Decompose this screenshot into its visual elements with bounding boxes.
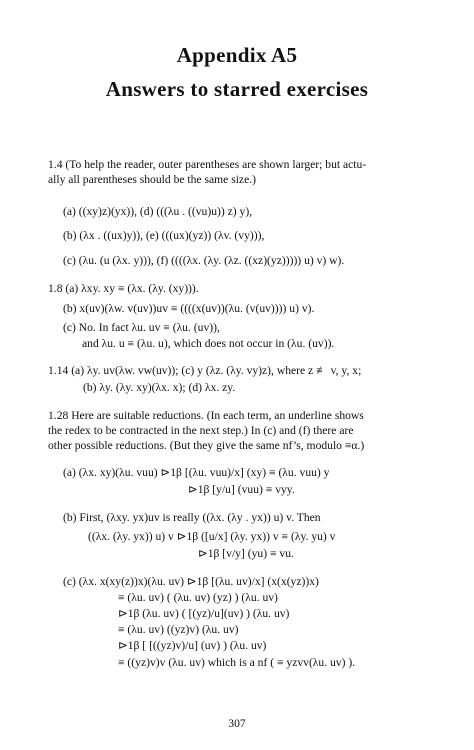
- ex-1-28-b-line3: ⊳1β [v/y] (yu) ≡ vu.: [198, 547, 294, 560]
- ex-1-28-c-line5: ⊳1β [ [((yz)v)/u] (uv) ) (λu. uv): [118, 639, 267, 652]
- ex-1-28-c-line2: ≡ (λu. uv) ( (λu. uv) (yz) ) (λu. uv): [118, 591, 278, 604]
- ex-1-28-c-line1: (c) (λx. x(xy(z))x)(λu. uv) ⊳1β [(λu. uv)/x] (x(x(yz))x): [63, 575, 319, 588]
- ex-1-28-intro-cont2: other possible reductions. (But they give the same nf’s, modulo ≡α.): [48, 439, 365, 452]
- ex-1-28-c-line3: ⊳1β (λu. uv) ( [(yz)/u](uv) ) (λu. uv): [118, 607, 290, 620]
- appendix-title: Appendix A5: [176, 43, 298, 67]
- ex-1-14-bd: (b) λy. (λy. xy)(λx. x); (d) λx. zy.: [83, 381, 236, 394]
- ex-1-14-ac: 1.14 (a) λy. uv(λw. vw(uv)); (c) y (λz. (λy. vy)z), where z ≢ v, y, x;: [48, 364, 362, 377]
- ex-1-8-a: 1.8 (a) λxy. xy ≡ (λx. (λy. (xy))).: [48, 282, 199, 295]
- ex-1-28-c-line4: ≡ (λu. uv) ((yz)v) (λu. uv): [118, 623, 239, 636]
- ex-1-28-a-line2: ⊳1β [y/u] (vuu) ≡ vyy.: [188, 483, 295, 496]
- ex-1-8-c: (c) No. In fact λu. uv ≡ (λu. (uv)),: [63, 321, 220, 334]
- appendix-subtitle: Answers to starred exercises: [105, 77, 369, 101]
- ex-1-4-be: (b) (λx . ((ux)y)), (e) (((ux)(yz)) (λv. (vy))),: [63, 229, 265, 242]
- page-number: 307: [228, 717, 246, 730]
- ex-1-28-a-line1: (a) (λx. xy)(λu. vuu) ⊳1β [(λu. vuu)/x] (xy) ≡ (λu. vuu) y: [63, 466, 330, 479]
- ex-1-4-intro-cont: ally all parentheses should be the same size.): [48, 173, 256, 186]
- ex-1-4-cf: (c) (λu. (u (λx. y))), (f) ((((λx. (λy. (λz. ((xz)(yz))))) u) v) w).: [63, 254, 345, 267]
- ex-1-28-c-line6: ≡ ((yz)v)v (λu. uv) which is a nf ( ≡ yzvv(λu. uv) ).: [118, 656, 356, 669]
- ex-1-28-b-line1: (b) First, (λxy. yx)uv is really ((λx. (λy . yx)) u) v. Then: [63, 511, 321, 524]
- ex-1-8-c-cont: and λu. u ≡ (λu. u), which does not occur in (λu. (uv)).: [82, 337, 335, 350]
- ex-1-8-b: (b) x(uv)(λw. v(uv))uv ≡ ((((x(uv))(λu. (v(uv)))) u) v).: [63, 302, 315, 315]
- ex-1-28-intro: 1.28 Here are suitable reductions. (In each term, an underline shows: [48, 409, 364, 422]
- ex-1-4-intro: 1.4 (To help the reader, outer parentheses are shown larger; but actu-: [48, 158, 367, 171]
- ex-1-28-b-line2: ((λx. (λy. yx)) u) v ⊳1β ([u/x] (λy. yx)) v ≡ (λy. yu) v: [88, 530, 336, 543]
- ex-1-4-ad: (a) ((xy)z)(yx)), (d) (((λu . ((vu)u)) z) y),: [63, 205, 253, 218]
- ex-1-28-intro-cont: the redex to be contracted in the next step.) In (c) and (f) there are: [48, 424, 354, 437]
